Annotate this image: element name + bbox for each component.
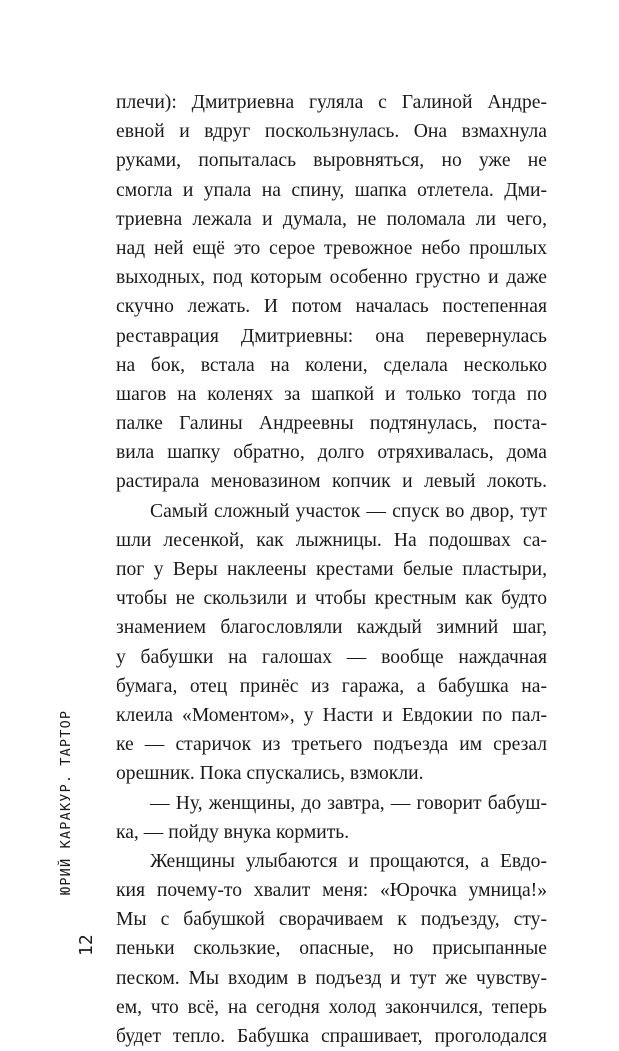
- text-line: ке — старичок из третьего подъезда им срезал: [116, 734, 547, 756]
- text-line: смогла и упала на спину, шапка отлетела. Дми-: [116, 179, 547, 201]
- text-line: пог у Веры наклеены крестами белые пластыри,: [116, 559, 547, 580]
- text-line: руками, попыталась выровняться, но уже не: [116, 150, 547, 172]
- text-line: Мы с бабушкой сворачиваем к подъезду, сту-: [116, 909, 547, 931]
- body-text: [116, 88, 547, 1051]
- running-head-title: ТАРТОР: [58, 709, 74, 766]
- page-number: 12: [76, 934, 97, 956]
- text-line: палке Галины Андреевны подтянулась, поста-: [116, 413, 547, 435]
- text-line: евной и вдруг поскользнулась. Она взмахнула: [116, 121, 547, 143]
- text-line: Самый сложный участок — спуск во двор, тут: [150, 500, 547, 522]
- text-line: вила шапку обратно, долго отряхивалась, дома: [116, 442, 547, 464]
- text-line: Женщины улыбаются и прощаются, а Евдо-: [150, 850, 547, 872]
- text-line: клеила «Моментом», у Насти и Евдокии по пал-: [116, 704, 547, 726]
- text-line: ка, — пойду внука кормить.: [116, 821, 350, 843]
- text-line: знамением благословляли каждый зимний шаг,: [116, 617, 547, 639]
- text-line: будет тепло. Бабушка спрашивает, проголодался: [116, 1026, 547, 1047]
- text-line: у бабушки на галошах — вообще наждачная: [116, 646, 547, 668]
- text-line: шагов на коленях за шапкой и только тогда по: [116, 383, 547, 405]
- text-line: на бок, встала на колени, сделала несколько: [116, 354, 547, 376]
- text-line: плечи): Дмитриевна гуляла с Галиной Андре-: [116, 92, 547, 113]
- text-line: чтобы не скользили и чтобы крестным как будто: [116, 588, 547, 610]
- text-line: шли лесенкой, как лыжницы. На подошвах са-: [116, 529, 547, 551]
- running-head: [58, 710, 74, 895]
- text-line: пеньки скользкие, опасные, но присыпанные: [116, 938, 547, 960]
- text-line: растирала меновазином копчик и левый локоть.: [116, 471, 547, 493]
- text-line: триевна лежала и думала, не поломала ли чего,: [116, 208, 547, 230]
- text-line: орешник. Пока спускались, взмокли.: [116, 763, 424, 785]
- text-line: песком. Мы входим в подъезд и тут же чувству-: [116, 967, 547, 989]
- text-line: ем, что всё, на сегодня холод закончился, теперь: [116, 996, 547, 1018]
- text-line: скучно лежать. И потом началась постепенная: [116, 296, 547, 318]
- running-head-author: ЮРИЙ КАРАКУР.: [58, 773, 74, 895]
- text-line: реставрация Дмитриевны: она перевернулась: [116, 325, 547, 347]
- text-line: бумага, отец принёс из гаража, а бабушка на-: [116, 675, 547, 697]
- text-line: над ней ещё это серое тревожное небо прошлых: [116, 237, 547, 259]
- text-line: выходных, под которым особенно грустно и даже: [116, 267, 547, 289]
- text-line: кия почему-то хвалит меня: «Юрочка умница!»: [116, 880, 547, 902]
- text-line: — Ну, женщины, до завтра, — говорит бабуш-: [150, 792, 547, 814]
